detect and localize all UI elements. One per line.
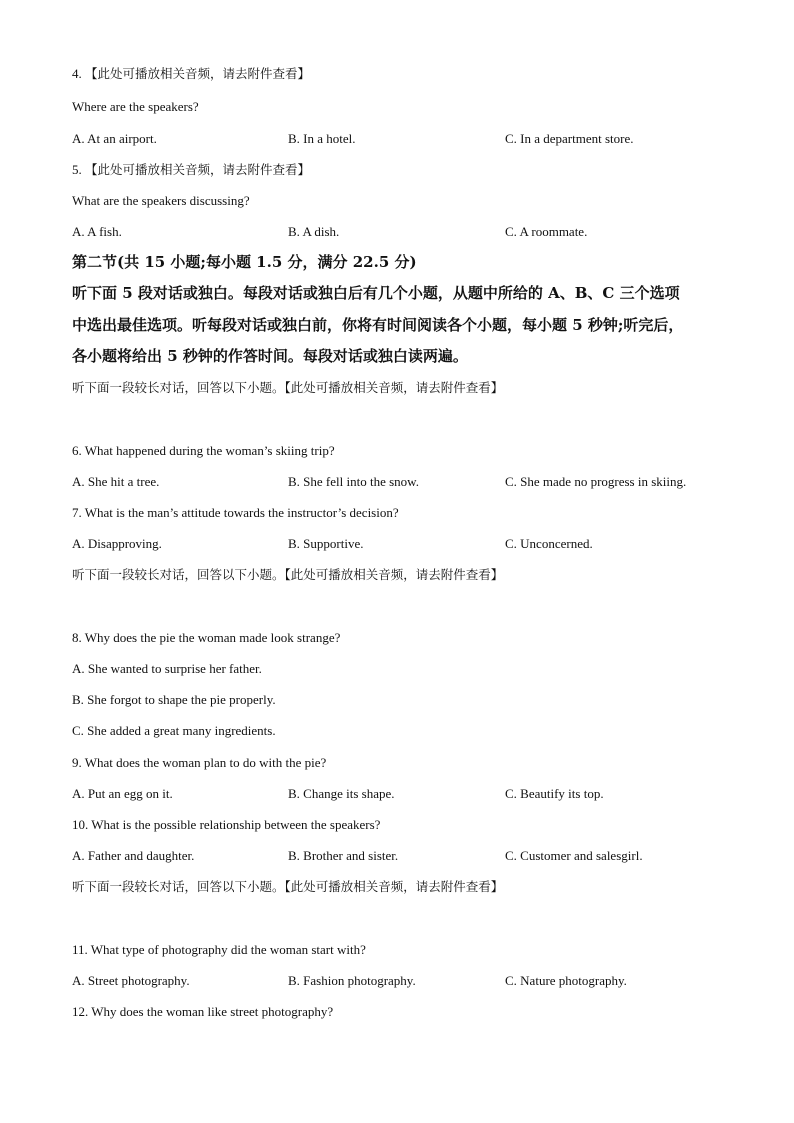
q7-options: [72, 536, 732, 552]
q5-option-c[interactable]: C. A roommate.: [505, 224, 588, 239]
q8-question: 8. Why does the pie the woman made look strange?: [72, 630, 341, 645]
q8-option-c[interactable]: C. She added a great many ingredients.: [72, 723, 276, 738]
q4-option-b[interactable]: B. In a hotel.: [288, 131, 356, 146]
section2-instruction-line-3: 各小题将给出 5 秒钟的作答时间。每段对话或独白读两遍。: [72, 347, 468, 365]
q8-option-a[interactable]: A. She wanted to surprise her father.: [72, 661, 262, 676]
section2-instruction-line-1: 听下面 5 段对话或独白。每段对话或独白后有几个小题，从题中所给的 A、B、C 三个选项: [72, 284, 680, 302]
q11-option-b[interactable]: B. Fashion photography.: [288, 973, 416, 988]
q4-audio-link[interactable]: 【此处可播放相关音频，请去附件查看】: [85, 66, 311, 81]
section2-instruction-line-2: 中选出最佳选项。听每段对话或独白前，你将有时间阅读各个小题，每小题 5 秒钟;听完后，: [72, 316, 684, 334]
q5-option-a[interactable]: A. A fish.: [72, 224, 122, 239]
q9-question: 9. What does the woman plan to do with the pie?: [72, 755, 327, 770]
q5-question: What are the speakers discussing?: [72, 193, 250, 208]
q6-option-c[interactable]: C. She made no progress in skiing.: [505, 474, 687, 489]
q11-question: 11. What type of photography did the woman start with?: [72, 942, 366, 957]
q5-number: 5.: [72, 162, 82, 177]
q4-question: Where are the speakers?: [72, 99, 199, 114]
q6-options: [72, 474, 732, 490]
q12-question: 12. Why does the woman like street photography?: [72, 1004, 334, 1019]
q4-header: [72, 66, 310, 82]
q10-options: [72, 848, 732, 864]
q5-header: [72, 162, 310, 178]
q10-question: 10. What is the possible relationship between the speakers?: [72, 817, 381, 832]
q4-option-c[interactable]: C. In a department store.: [505, 131, 634, 146]
q7-question: 7. What is the man’s attitude towards the instructor’s decision?: [72, 505, 399, 520]
q11-options: [72, 973, 732, 989]
dialog-intro-3[interactable]: 听下面一段较长对话，回答以下小题。【此处可播放相关音频，请去附件查看】: [72, 879, 504, 894]
q6-question: 6. What happened during the woman’s skiing trip?: [72, 443, 335, 458]
q4-option-a[interactable]: A. At an airport.: [72, 131, 157, 146]
q5-options: [72, 224, 732, 240]
q9-option-b[interactable]: B. Change its shape.: [288, 786, 395, 801]
dialog-intro-2[interactable]: 听下面一段较长对话，回答以下小题。【此处可播放相关音频，请去附件查看】: [72, 567, 504, 582]
q7-option-b[interactable]: B. Supportive.: [288, 536, 364, 551]
q7-option-c[interactable]: C. Unconcerned.: [505, 536, 593, 551]
q11-option-a[interactable]: A. Street photography.: [72, 973, 190, 988]
q9-options: [72, 786, 732, 802]
q10-option-b[interactable]: B. Brother and sister.: [288, 848, 399, 863]
q10-option-c[interactable]: C. Customer and salesgirl.: [505, 848, 643, 863]
q9-option-c[interactable]: C. Beautify its top.: [505, 786, 604, 801]
q8-option-b[interactable]: B. She forgot to shape the pie properly.: [72, 692, 276, 707]
dialog-intro-1[interactable]: 听下面一段较长对话，回答以下小题。【此处可播放相关音频，请去附件查看】: [72, 380, 504, 395]
q6-option-b[interactable]: B. She fell into the snow.: [288, 474, 419, 489]
q5-audio-link[interactable]: 【此处可播放相关音频，请去附件查看】: [85, 162, 311, 177]
q4-number: 4.: [72, 66, 82, 81]
q11-option-c[interactable]: C. Nature photography.: [505, 973, 627, 988]
q6-option-a[interactable]: A. She hit a tree.: [72, 474, 160, 489]
q10-option-a[interactable]: A. Father and daughter.: [72, 848, 195, 863]
q7-option-a[interactable]: A. Disapproving.: [72, 536, 162, 551]
section2-heading: 第二节(共 15 小题;每小题 1.5 分，满分 22.5 分): [72, 253, 417, 271]
q9-option-a[interactable]: A. Put an egg on it.: [72, 786, 173, 801]
q4-options: [72, 131, 732, 147]
q5-option-b[interactable]: B. A dish.: [288, 224, 340, 239]
